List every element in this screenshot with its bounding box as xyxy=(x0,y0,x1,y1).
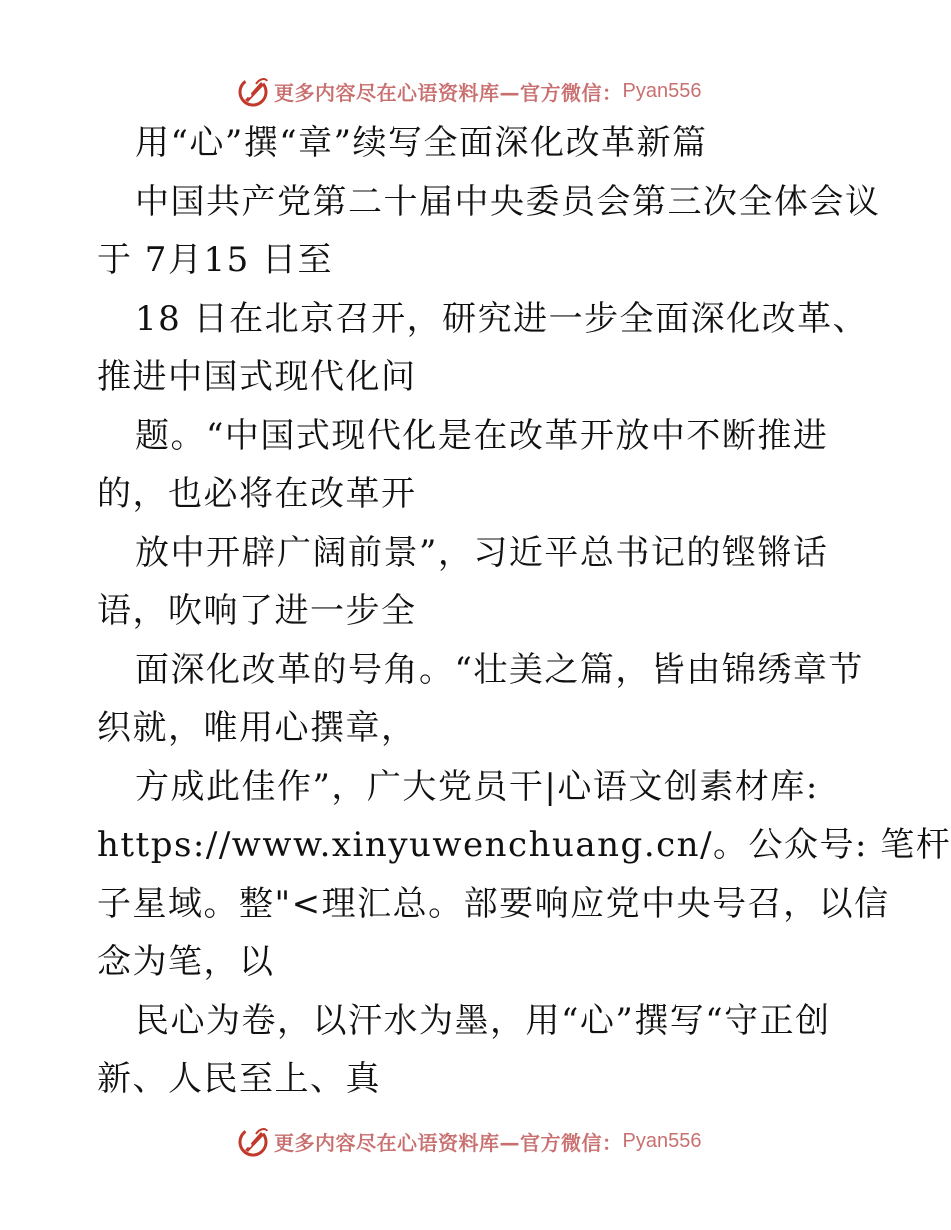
brand-logo-icon xyxy=(236,74,270,108)
footer-watermark xyxy=(236,1124,701,1158)
paragraph-line: 的，也必将在改革开 xyxy=(97,474,417,514)
paragraph-line: 织就，唯用心撰章， xyxy=(97,708,417,748)
paragraph-line: 推进中国式现代化问 xyxy=(97,357,417,397)
paragraph-line: 于 7月15 日至 xyxy=(97,240,334,280)
brand-logo-icon xyxy=(236,1124,270,1158)
paragraph-line: 新、人民至上、真 xyxy=(97,1059,381,1099)
watermark-text: 更多内容尽在心语资料库—官方微信： xyxy=(274,1130,623,1155)
watermark-wechat-id: Pyan556 xyxy=(622,1129,702,1152)
paragraph-line: 民心为卷，以汗水为墨，用“心”撰写“守正创 xyxy=(135,1000,831,1041)
paragraph-line: 念为笔，以 xyxy=(97,942,275,982)
document-title-line: 用“心”撰“章”续写全面深化改革新篇 xyxy=(135,123,708,163)
paragraph-line: 语，吹响了进一步全 xyxy=(97,591,417,631)
paragraph-line: 面深化改革的号角。“壮美之篇，皆由锦绣章节 xyxy=(135,649,864,690)
paragraph-line: 中国共产党第二十届中央委员会第三次全体会议 xyxy=(135,181,881,222)
document-body xyxy=(97,114,951,1109)
paragraph-line: 方成此佳作”，广大党员干|心语文创素材库: xyxy=(135,766,819,807)
watermark-wechat-id: Pyan556 xyxy=(622,79,702,102)
paragraph-line: 18 日在北京召开，研究进一步全面深化改革、 xyxy=(135,298,869,339)
paragraph-line: 题。“中国式现代化是在改革开放中不断推进 xyxy=(135,415,829,456)
paragraph-line: 放中开辟广阔前景”，习近平总书记的铿锵话 xyxy=(135,532,829,573)
watermark-text: 更多内容尽在心语资料库—官方微信： xyxy=(274,80,623,105)
header-watermark xyxy=(236,74,701,108)
paragraph-line: https://www.xinyuwenchuang.cn/。公众号: 笔杆 xyxy=(97,825,951,865)
paragraph-line: 子星域。整"<理汇总。部要响应党中央号召，以信 xyxy=(97,883,890,924)
